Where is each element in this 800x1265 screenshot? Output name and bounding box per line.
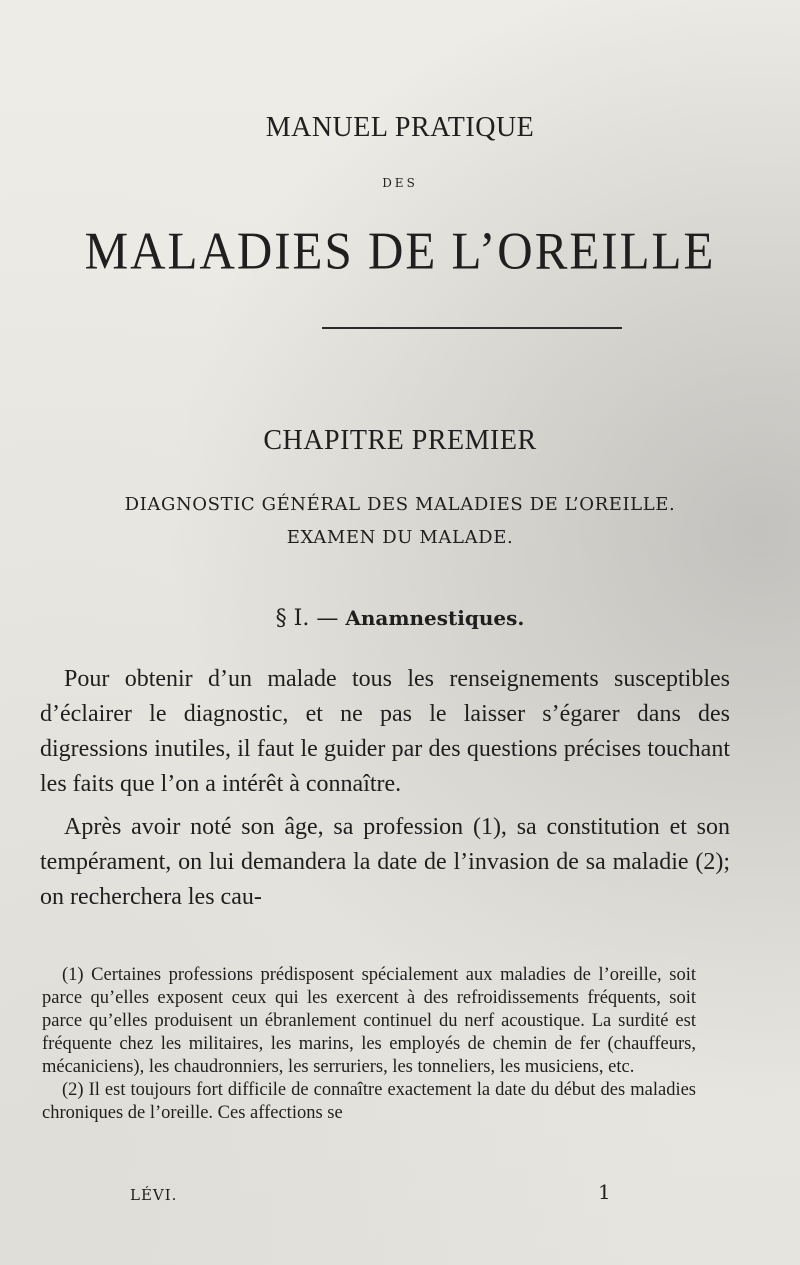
chapter-subtitle-line-2: EXAMEN DU MALADE. <box>286 527 514 548</box>
section-heading <box>0 606 800 631</box>
title-divider <box>322 327 622 329</box>
footnote: (1) Certaines professions prédisposent spécialement aux maladies de l’oreille, soit parce qu’elles exposent ceux qui les exercent à des refroidissements fréquents, soit parce qu’elles produisent un ébranlement continuel du nerf acoustique. La surdité est fréquente chez les militaires, les marins, les employés de chemin de fer (chauffeurs, mécaniciens), les chaudronniers, les serruriers, les tonneliers, les musiciens, etc. <box>42 965 696 1077</box>
body-text <box>40 662 730 923</box>
body-paragraph: Après avoir noté son âge, sa profession (1), sa constitution et son tempérament, on lui demandera la date de l’invasion de sa maladie (2); on recherchera les cau- <box>40 814 730 910</box>
chapter-title: CHAPITRE PREMIER <box>263 425 537 456</box>
footnote: (2) Il est toujours fort difficile de connaître exactement la date du début des maladies chroniques de l’oreille. Ces affections se <box>42 1080 696 1123</box>
sheet-number: 1 <box>598 1180 611 1204</box>
body-paragraph: Pour obtenir d’un malade tous les renseignements susceptibles d’éclairer le diagnostic, et ne pas le laisser s’égarer dans des digressions inutiles, il faut le guider par des questions précises touchant les faits que l’on a intérêt à connaître. <box>40 666 730 797</box>
series-title: MANUEL PRATIQUE <box>265 112 535 143</box>
chapter-subtitle-line-1: DIAGNOSTIC GÉNÉRAL DES MALADIES DE L’OREILLE. <box>124 494 676 515</box>
book-title: MALADIES DE L’OREILLE <box>84 220 716 281</box>
footnotes <box>42 964 696 1125</box>
title-preposition: DES <box>382 176 418 190</box>
signature-mark: LÉVI. <box>130 1186 178 1204</box>
section-number: § I. — <box>275 606 346 631</box>
section-title: Anamnestiques. <box>345 606 525 630</box>
